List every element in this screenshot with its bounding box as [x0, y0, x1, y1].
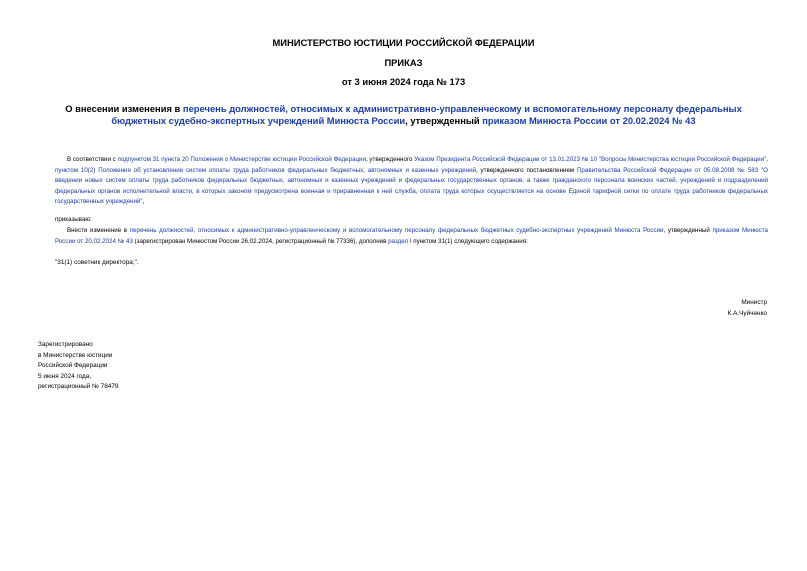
preamble-text-1: В соответствии с: [67, 156, 118, 163]
amendment-link-section[interactable]: раздел I: [388, 237, 412, 245]
signatory-name: К.А.Чуйченко: [727, 310, 767, 317]
preamble-link-regulation[interactable]: подпунктом 31 пункта 20 Положения о Министерстве юстиции Российской Федерации: [117, 156, 366, 163]
amendment-text-1: Внести изменение в: [67, 227, 130, 234]
preamble-text-5: ,: [142, 198, 145, 205]
preamble-text-4: , утвержденного постановлением: [476, 166, 577, 174]
preamble-link-clause[interactable]: пунктом 10(2) Положения об установлении систем оплаты труда работников федеральных бюджетных, автономных и казенных учреждений: [55, 166, 477, 174]
title-link-list[interactable]: перечень должностей, относимых к административно-управленческому и вспомогательному персоналу федеральных бюджетных судебно-экспертных учреждений Минюста России: [111, 103, 742, 126]
amendment-text-4: пунктом 31(1) следующего содержания:: [411, 237, 528, 245]
registration-block: [38, 340, 118, 393]
signatory-position: Министр: [741, 299, 767, 306]
amendment-link-order[interactable]: приказом Минюста России от 20.02.2024 № 43: [55, 227, 768, 245]
preamble-text-3: ,: [766, 156, 769, 163]
preamble-paragraph: [55, 155, 768, 208]
title-prefix: О внесении изменения в: [65, 103, 183, 114]
document-type: ПРИКАЗ: [384, 57, 423, 68]
order-word: приказываю:: [55, 216, 92, 223]
amendment-text-3: (зарегистрирован Минюстом России 26.02.2024, регистрационный № 77336), дополнив: [132, 237, 389, 245]
document-title: [50, 103, 757, 127]
registration-line: регистрационный № 78479: [38, 383, 119, 390]
registration-line: 5 июня 2024 года,: [38, 372, 92, 380]
ministry-heading: МИНИСТЕРСТВО ЮСТИЦИИ РОССИЙСКОЙ ФЕДЕРАЦИИ: [272, 37, 535, 48]
title-link-order[interactable]: приказом Минюста России от 20.02.2024 № 43: [482, 115, 696, 126]
added-clause: "31(1) советник директора;".: [55, 259, 139, 266]
registration-line: в Министерстве юстиции: [38, 351, 113, 359]
registration-line: Зарегистрировано: [38, 341, 93, 348]
amendment-paragraph: [55, 226, 768, 247]
registration-line: Российской Федерации: [38, 362, 108, 369]
title-middle: , утвержденный: [405, 115, 483, 126]
preamble-link-government[interactable]: Правительства Российской Федерации от 05.08.2008 № 583 "О введении новых систем оплаты труда работников федеральных бюджетных, автономных и казенных учреждений и федеральных государственных органов, а также гражданского персонала воинских частей, учреждений и подразделений федеральных органов исполнительной власти, в которых законом предусмотрена военная и приравненная к ней служба, оплата труда которых осуществляется на основе Единой тарифной сетки по оплате труда работников федеральных государственных учреждений": [55, 166, 768, 205]
amendment-link-list[interactable]: перечень должностей, относимых к административно-управленческому и вспомогательному персоналу федеральных бюджетных судебно-экспертных учреждений Минюста России: [129, 227, 664, 234]
document-date-number: от 3 июня 2024 года № 173: [341, 76, 466, 87]
amendment-text-2: , утвержденный: [663, 227, 713, 234]
preamble-link-decree[interactable]: Указом Президента Российской Федерации от 13.01.2023 № 10 "Вопросы Министерства юстиции Российской Федерации": [414, 156, 767, 163]
preamble-text-2: , утвержденного: [365, 156, 415, 163]
